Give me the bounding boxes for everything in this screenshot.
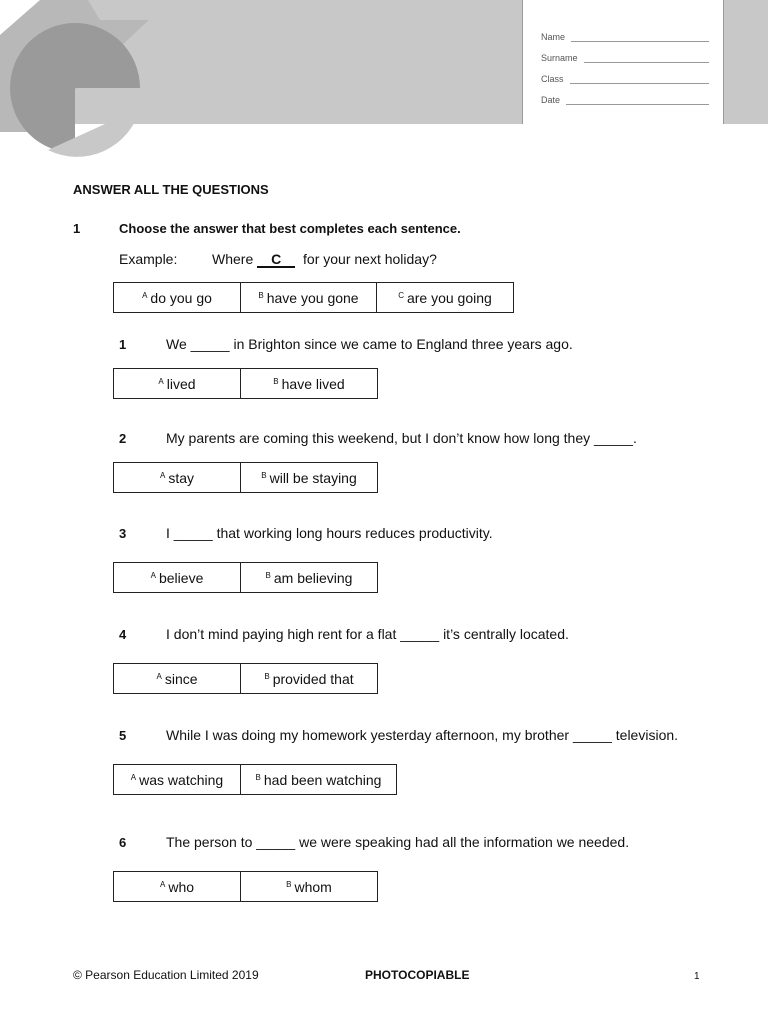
example-options [113, 282, 514, 313]
question-3-number: 3 [119, 526, 127, 541]
footer-photocopiable: PHOTOCOPIABLE [365, 968, 470, 982]
question-5-number: 5 [119, 728, 127, 743]
question-1-number: 1 [119, 337, 127, 352]
student-details-box [522, 0, 724, 124]
question-6-options [113, 871, 378, 902]
question-5-text: While I was doing my homework yesterday afternoon, my brother _____ television. [166, 727, 679, 743]
question-6-text: The person to _____ we were speaking had all the information we needed. [166, 834, 630, 850]
header-right-band [724, 0, 768, 124]
question-4-text: I don’t mind paying high rent for a flat _____ it’s centrally located. [166, 626, 569, 642]
example-sentence: Where C for your next holiday? [212, 251, 437, 267]
question-1-text: We _____ in Brighton since we came to England three years ago. [166, 336, 573, 352]
question-6-option-b[interactable]: $^B$ whom [286, 878, 332, 895]
g-logo-icon [0, 0, 175, 160]
question-1-option-b[interactable]: $^B$ have lived [273, 375, 345, 392]
footer-copyright: © Pearson Education Limited 2019 [73, 968, 259, 982]
question-6-number: 6 [119, 835, 127, 850]
question-2-text: My parents are coming this weekend, but I don’t know how long they _____. [166, 430, 637, 446]
example-label: Example: [119, 251, 178, 267]
question-3-option-b[interactable]: $^B$ am believing [265, 569, 353, 586]
question-4-option-a[interactable]: $^A$ since [114, 664, 241, 693]
surname-field[interactable]: Surname [541, 53, 709, 63]
example-answer: C [257, 253, 295, 268]
question-4-option-b[interactable]: $^B$ provided that [264, 670, 354, 687]
page-heading: ANSWER ALL THE QUESTIONS [73, 182, 269, 197]
question-2-option-b[interactable]: $^B$ will be staying [261, 469, 357, 486]
example-option-a[interactable]: $^A$ do you go [114, 283, 241, 312]
example-option-c[interactable]: $^C$ are you going [398, 289, 492, 306]
question-6-option-a[interactable]: $^A$ who [114, 872, 241, 901]
question-4-number: 4 [119, 627, 127, 642]
date-field[interactable]: Date [541, 95, 709, 105]
question-3-text: I _____ that working long hours reduces productivity. [166, 525, 493, 541]
name-field[interactable]: Name [541, 32, 709, 42]
section-instruction: Choose the answer that best completes each sentence. [119, 221, 461, 236]
class-field[interactable]: Class [541, 74, 709, 84]
question-2-option-a[interactable]: $^A$ stay [114, 463, 241, 492]
question-4-options [113, 663, 378, 694]
question-5-option-a[interactable]: $^A$ was watching [114, 765, 241, 794]
question-3-options [113, 562, 378, 593]
question-2-number: 2 [119, 431, 127, 446]
question-3-option-a[interactable]: $^A$ believe [114, 563, 241, 592]
example-option-b[interactable]: $^B$ have you gone [241, 283, 377, 312]
question-1-options [113, 368, 378, 399]
question-5-options [113, 764, 397, 795]
section-number: 1 [73, 221, 81, 236]
question-2-options [113, 462, 378, 493]
page-number: 1 [694, 971, 700, 982]
question-5-option-b[interactable]: $^B$ had been watching [255, 771, 382, 788]
question-1-option-a[interactable]: $^A$ lived [114, 369, 241, 398]
